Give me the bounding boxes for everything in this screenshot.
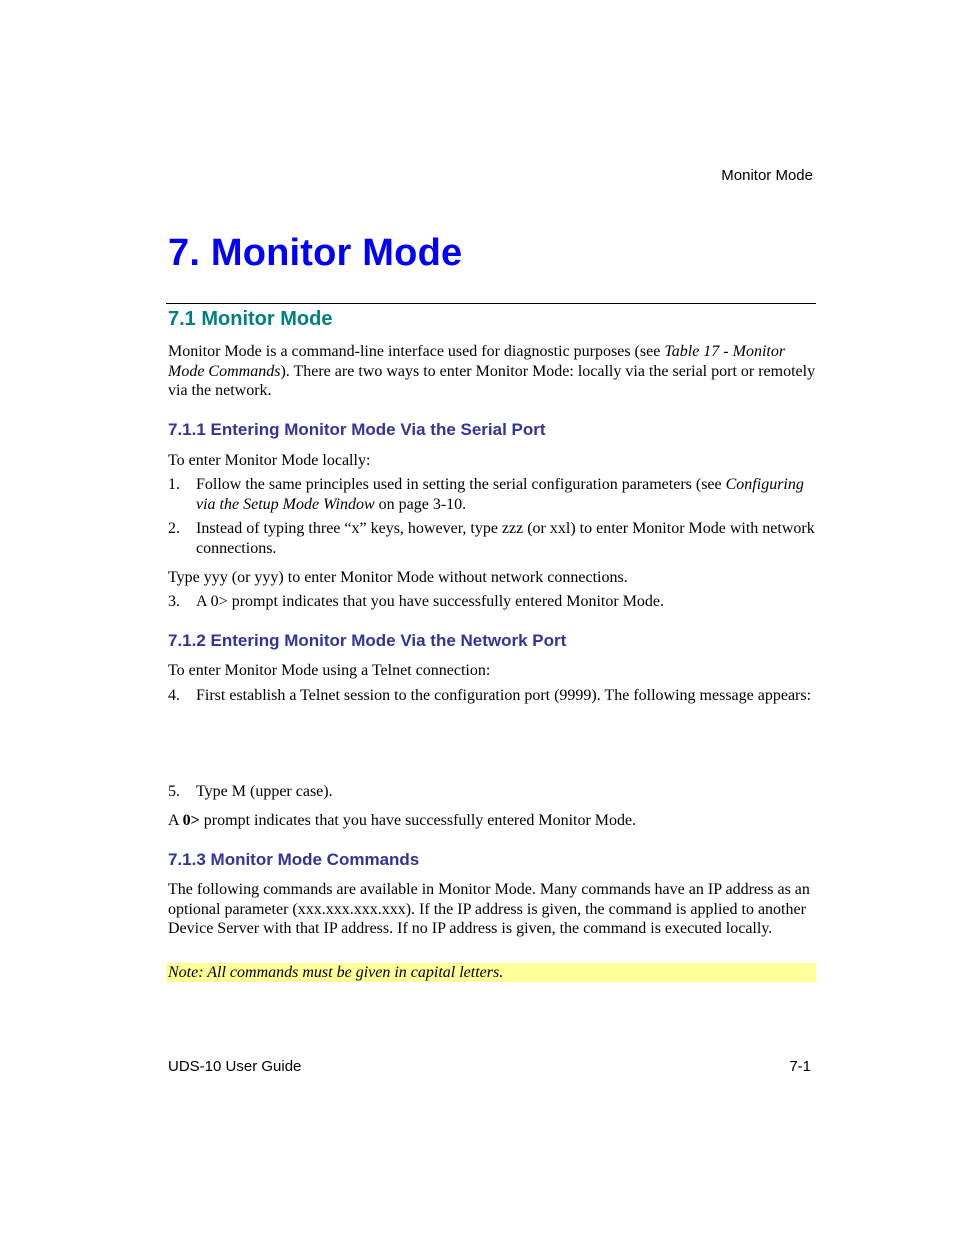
list-text: Instead of typing three “x” keys, however, type zzz (or xxl) to enter Monitor Mode with network connections.: [196, 520, 815, 557]
list-number: 3.: [168, 593, 180, 610]
list-text: Follow the same principles used in setting the serial configuration parameters (see Configuring via the Setup Mode Window on page 3-10.: [196, 476, 804, 513]
commands-paragraph: The following commands are available in Monitor Mode. Many commands have an IP address as an optional parameter (xxx.xxx.xxx.xxx). If the IP address is given, the command is applied to another Device Server with that IP address. If no IP address is given, the command is executed locally.: [168, 881, 810, 937]
list-number: 4.: [168, 687, 180, 704]
section-heading-7-1-2: 7.1.2 Entering Monitor Mode Via the Network Port: [168, 631, 567, 650]
running-header: Monitor Mode: [721, 167, 813, 184]
chapter-title: 7. Monitor Mode: [168, 232, 463, 274]
list-number: 5.: [168, 783, 180, 800]
note-box: [166, 963, 816, 982]
setup-reference: Configuring via the Setup Mode Window: [196, 476, 804, 513]
table-reference: Table 17 - Monitor Mode Commands: [168, 343, 786, 380]
prompt-paragraph: A 0> prompt indicates that you have successfully entered Monitor Mode.: [168, 812, 637, 829]
list-text: A 0> prompt indicates that you have successfully entered Monitor Mode.: [196, 593, 665, 610]
section-heading-7-1: 7.1 Monitor Mode: [168, 308, 333, 330]
yyy-paragraph: Type yyy (or yyy) to enter Monitor Mode without network connections.: [168, 569, 628, 586]
list-number: 2.: [168, 520, 180, 537]
network-lead: To enter Monitor Mode using a Telnet connection:: [168, 662, 491, 679]
note-text: Note: All commands must be given in capital letters.: [168, 964, 504, 981]
footer-left: UDS-10 User Guide: [168, 1058, 302, 1075]
serial-lead: To enter Monitor Mode locally:: [168, 452, 371, 469]
footer-page-number: 7-1: [789, 1058, 811, 1075]
list-text: Type M (upper case).: [196, 783, 333, 800]
section-7-1-intro: Monitor Mode is a command-line interface used for diagnostic purposes (see Table 17 - Monitor Mode Commands). There are two ways to enter Monitor Mode: locally via the serial port or remotely via the network.: [168, 343, 816, 399]
section-heading-7-1-3: 7.1.3 Monitor Mode Commands: [168, 850, 420, 869]
prompt-symbol: 0>: [182, 812, 200, 829]
list-number: 1.: [168, 476, 180, 493]
heading-rule: [166, 303, 816, 304]
section-heading-7-1-1: 7.1.1 Entering Monitor Mode Via the Serial Port: [168, 420, 546, 439]
list-text: First establish a Telnet session to the configuration port (9999). The following message appears:: [196, 687, 812, 704]
